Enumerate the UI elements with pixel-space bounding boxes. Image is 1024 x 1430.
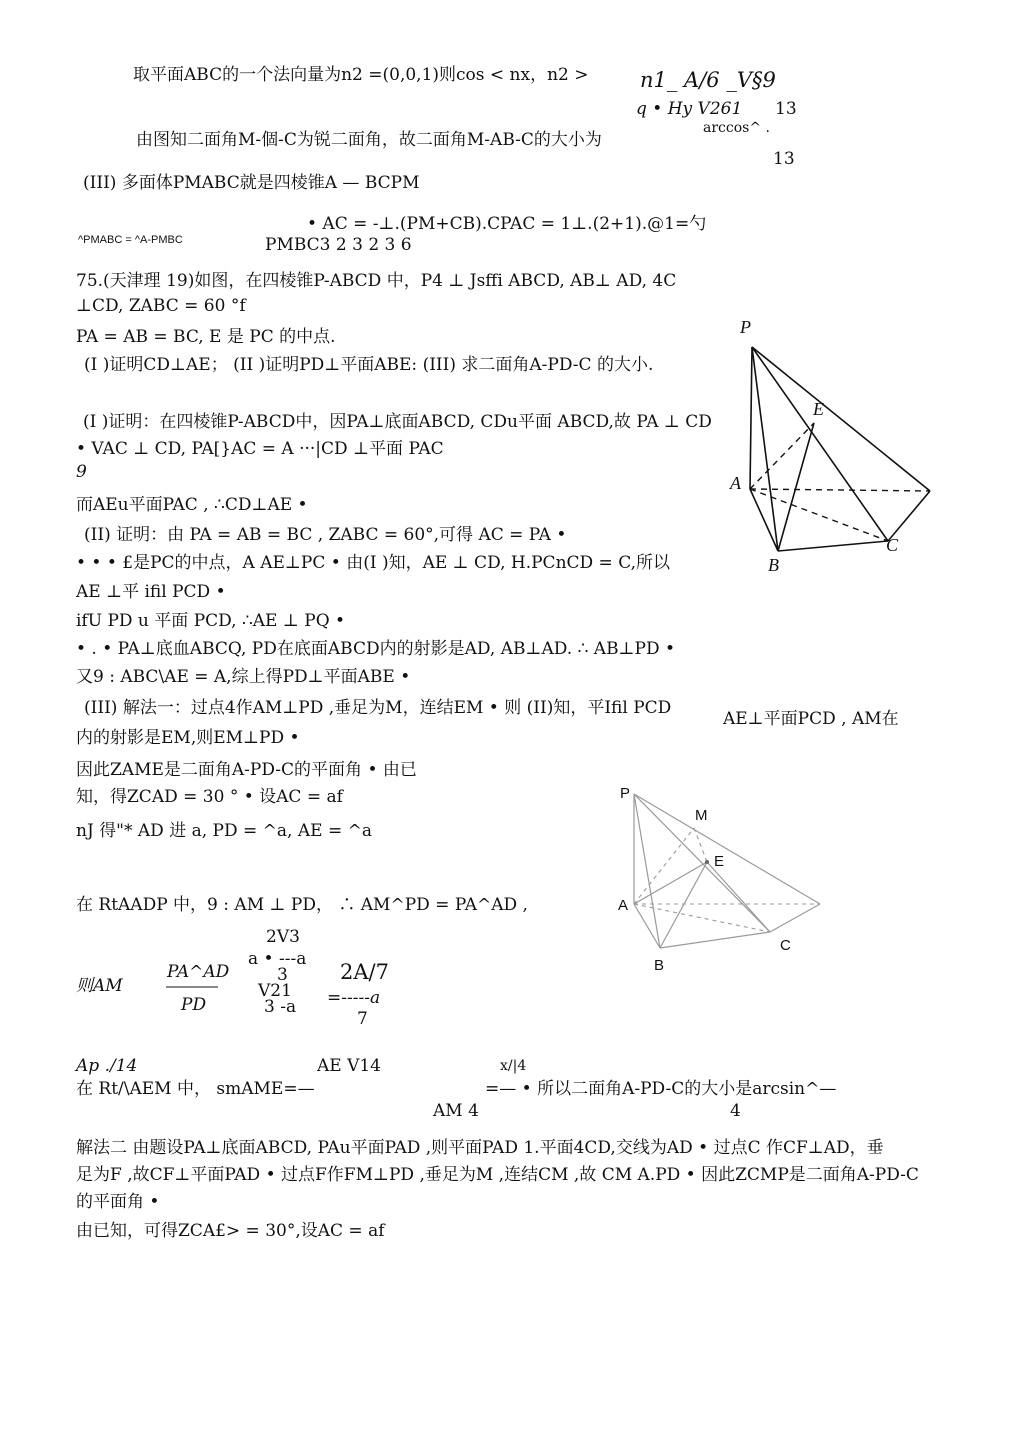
text-line: 2A/7 [340, 960, 389, 984]
text-line: 由已知，可得ZCA£> = 30°,设AC = af [76, 1221, 385, 1241]
text-line: 13 [775, 99, 797, 119]
text-line: q • Hy V261 [636, 99, 743, 119]
pyramid-figure-1 [720, 305, 950, 585]
text-line: 而AEu平面PAC , ∴CD⊥AE • [76, 495, 308, 515]
text-line: 9 [76, 462, 87, 482]
text-line: 在 Rt/\AEM 中， smAME=— [76, 1079, 315, 1099]
text-line: 的平面角 • [76, 1192, 160, 1212]
text-line: Ap ./14 [76, 1056, 138, 1076]
text-line: AE⊥平面PCD , AM在 [723, 709, 899, 729]
text-line: nJ 得"* AD 进 a, PD = ^a, AE = ^a [76, 821, 372, 841]
text-line: (II) 证明：由 PA = AB = BC , ZABC = 60°,可得 AC = PA • [84, 525, 567, 545]
text-line: 由图知二面角M-個-C为锐二面角，故二面角M-AB-C的大小为 [136, 130, 602, 150]
vertex-label-b: B [654, 957, 665, 974]
text-line: x/|4 [500, 1058, 527, 1074]
text-line: PA^AD [167, 962, 230, 982]
text-line: AE ⊥平 ifil PCD • [76, 582, 226, 602]
text-line: • VAC ⊥ CD, PA[}AC = A ···|CD ⊥平面 PAC [76, 439, 444, 459]
text-line: (I )证明CD⊥AE； (II )证明PD⊥平面ABE: (III) 求二面角A-PD-C 的大小. [84, 355, 654, 375]
vertex-label-e: E [813, 399, 824, 419]
text-line: PD [181, 995, 207, 1015]
vertex-label-p: P [620, 785, 631, 802]
text-line: (I )证明：在四棱锥P-ABCD中，因PA⊥底面ABCD, CDu平面 ABCD,故 PA ⊥ CD [83, 412, 712, 432]
vertex-label-c: C [886, 535, 899, 555]
text-line: • . • PA⊥底血ABCQ, PD在底面ABCD内的射影是AD, AB⊥AD. ∴ AB⊥PD • [76, 639, 676, 659]
text-line: ⊥CD, ZABC = 60 °f [76, 296, 246, 316]
text-line: (III) 解法一：过点4作AM⊥PD ,垂足为M，连结EM • 则 (II)知，平Ifil PCD [84, 698, 672, 718]
vertex-label-b: B [768, 555, 779, 575]
text-line: ^PMABC = ^A-PMBC [78, 234, 183, 246]
text-line: 则AM [76, 976, 123, 996]
vertex-label-a: A [618, 897, 629, 914]
vertex-label-a: A [730, 473, 741, 493]
text-line: AM 4 [433, 1101, 479, 1121]
text-line: 4 [730, 1101, 741, 1121]
text-line: • AC = -⊥.(PM+CB).CPAC = 1⊥.(2+1).@1=勺 [307, 214, 707, 234]
text-line: 7 [357, 1009, 368, 1029]
text-line: 3 [277, 965, 288, 985]
text-line: • • • £是PC的中点，A AE⊥PC • 由(I )知，AE ⊥ CD, H.PCnCD = C,所以 [76, 553, 671, 573]
text-line: 内的射影是EM,则EM⊥PD • [76, 728, 300, 748]
text-line: AE V14 [317, 1056, 381, 1076]
text-line: a • ---a [248, 949, 307, 969]
text-line: =— • 所以二面角A-PD-C的大小是arcsin^— [485, 1079, 837, 1099]
text-line: PMBC3 2 3 2 3 6 [265, 235, 412, 255]
text-line: 取平面ABC的一个法向量为n2 =(0,0,1)则cos < nx，n2 > [133, 65, 589, 85]
pyramid-figure-2 [610, 780, 840, 980]
text-line: 知，得ZCAD = 30 ° • 设AC = af [76, 787, 343, 807]
text-line: 又9 : ABC\AE = A,综上得PD⊥平面ABE • [76, 667, 411, 687]
text-line: 2V3 [266, 927, 300, 947]
text-line: 3 -a [264, 997, 297, 1017]
text-line: PA = AB = BC, E 是 PC 的中点. [76, 327, 336, 347]
text-line: n1_ A/6 _V§9 [640, 68, 776, 92]
text-line: 在 RtAADP 中，9 : AM ⊥ PD， ∴ AM^PD = PA^AD , [76, 895, 528, 915]
text-line: =-----a [327, 988, 381, 1008]
text-line: 解法二 由题设PA⊥底面ABCD, PAu平面PAD ,则平面PAD 1.平面4CD,交线为AD • 过点C 作CF⊥AD，垂 [76, 1138, 884, 1158]
vertex-label-e: E [714, 853, 725, 870]
text-line: 足为F ,故CF⊥平面PAD • 过点F作FM⊥PD ,垂足为M ,连结CM ,故 CM A.PD • 因此ZCMP是二面角A-PD-C [76, 1165, 919, 1185]
text-line: 13 [773, 149, 795, 169]
text-line: 75.(天津理 19)如图，在四棱锥P-ABCD 中，P4 ⊥ Jsffi ABCD, AB⊥ AD, 4C [76, 271, 677, 291]
text-line: ifU PD u 平面 PCD, ∴AE ⊥ PQ • [76, 611, 346, 631]
vertex-label-c: C [780, 937, 791, 954]
text-line: 因此ZAME是二面角A-PD-C的平面角 • 由已 [76, 760, 417, 780]
text-line: V21 [258, 981, 292, 1001]
text-line: arccos^ . [703, 120, 770, 136]
vertex-label-m: M [695, 807, 708, 824]
vertex-label-p: P [740, 317, 751, 337]
text-line: (III) 多面体PMABC就是四棱锥A — BCPM [83, 173, 420, 193]
